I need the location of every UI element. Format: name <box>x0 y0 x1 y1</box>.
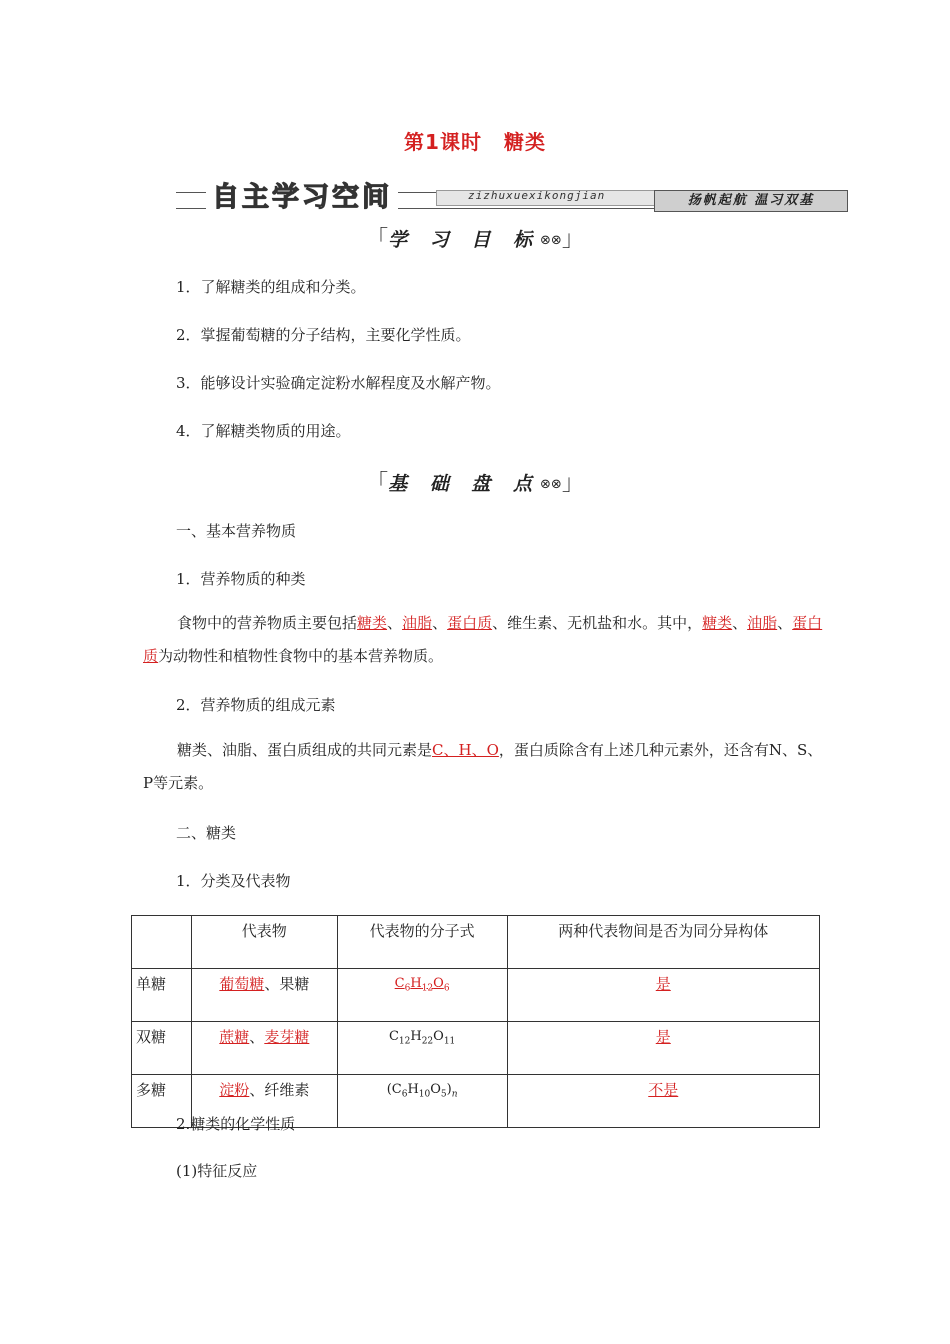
goals-heading: 「学 习 目 标⊗⊗」 <box>366 227 584 252</box>
banner-slogan: 扬帆起航 温习双基 <box>654 190 848 212</box>
goal-item: 2．掌握葡萄糖的分子结构，主要化学性质。 <box>176 326 471 344</box>
table-row: 双糖 蔗糖、麦芽糖 $C_{12}H_{22}O_{11}$ 是 <box>132 1022 820 1075</box>
basics-heading: 「基 础 盘 点⊗⊗」 <box>366 471 584 496</box>
decoration-icon: ⊗⊗ <box>540 477 562 492</box>
subheading-elements: 2．营养物质的组成元素 <box>176 696 336 714</box>
table-header-row: 代表物 代表物的分子式 两种代表物间是否为同分异构体 <box>132 916 820 969</box>
paragraph-nutrient-types: 食物中的营养物质主要包括糖类、油脂、蛋白质、维生素、无机盐和水。其中，糖类、油脂、蛋白质为动物性和植物性食物中的基本营养物质。 <box>143 614 823 665</box>
subheading-characteristic-reaction: (1)特征反应 <box>176 1162 258 1180</box>
heading-basic-nutrients: 一、基本营养物质 <box>176 522 297 540</box>
table-row: 多糖 淀粉、纤维素 $(C_6H_{10}O_5)_n$ 不是 <box>132 1075 820 1128</box>
table-row: 单糖 葡萄糖、果糖 $C_6H_{12}O_6$ 是 <box>132 969 820 1022</box>
subheading-chemical-properties: 2.糖类的化学性质 <box>176 1115 296 1133</box>
lesson-number: 第1课时 <box>404 130 482 154</box>
paragraph-elements: 糖类、油脂、蛋白质组成的共同元素是C、H、O，蛋白质除含有上述几种元素外，还含有N、S、P等元素。 <box>143 741 823 792</box>
banner-main-text: 自主学习空间 <box>206 182 398 214</box>
decoration-icon: ⊗⊗ <box>540 233 562 248</box>
goal-item: 4．了解糖类物质的用途。 <box>176 422 351 440</box>
heading-sugars: 二、糖类 <box>176 824 237 842</box>
lesson-topic: 糖类 <box>503 130 546 154</box>
section-banner <box>176 182 846 214</box>
subheading-nutrient-types: 1．营养物质的种类 <box>176 570 306 588</box>
page-title <box>0 126 950 155</box>
sugar-classification-table <box>131 915 820 1128</box>
subheading-classification: 1．分类及代表物 <box>176 872 291 890</box>
goal-item: 1．了解糖类的组成和分类。 <box>176 278 366 296</box>
goal-item: 3．能够设计实验确定淀粉水解程度及水解产物。 <box>176 374 501 392</box>
banner-pinyin: zizhuxuexikongjian <box>468 189 606 202</box>
